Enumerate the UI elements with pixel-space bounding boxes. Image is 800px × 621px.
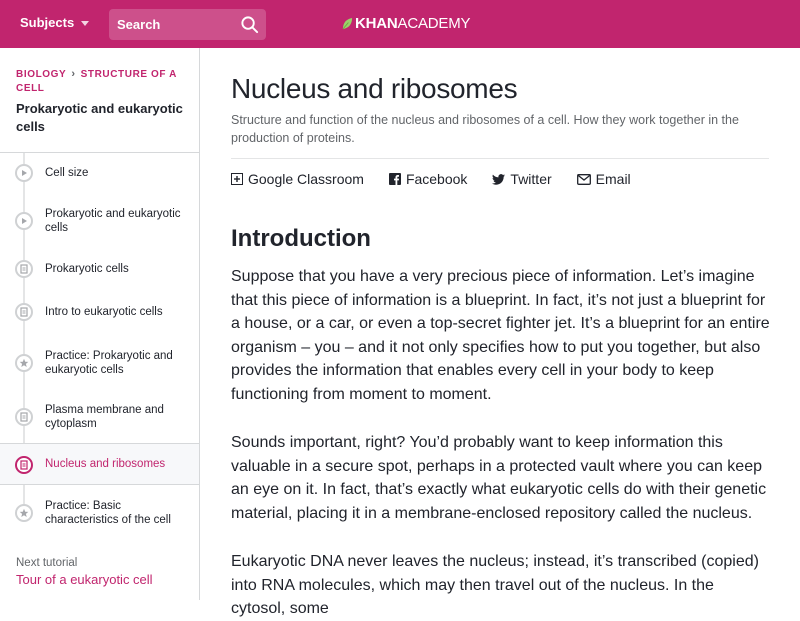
caret-down-icon	[81, 21, 89, 26]
sidebar-item-label: Cell size	[45, 167, 89, 179]
star-icon	[15, 504, 33, 522]
article-icon	[15, 408, 33, 426]
sidebar-item[interactable]	[0, 391, 199, 443]
sidebar-item[interactable]	[0, 485, 199, 541]
sidebar-item-label: Intro to eukaryotic cells	[45, 306, 163, 318]
twitter-icon	[492, 174, 505, 185]
breadcrumb	[16, 67, 186, 96]
sidebar-item[interactable]	[0, 289, 199, 335]
article-icon	[15, 456, 33, 474]
section-heading: Introduction	[231, 225, 371, 252]
search-input[interactable]	[109, 9, 235, 40]
google-classroom-label: Google Classroom	[248, 171, 364, 187]
sidebar-item-label: Prokaryotic and eukaryotic cells	[45, 208, 181, 234]
sidebar-item-label: Prokaryotic cells	[45, 263, 129, 275]
email-share-button[interactable]	[577, 171, 631, 187]
subjects-label: Subjects	[20, 15, 75, 30]
search-box	[109, 9, 266, 40]
google-classroom-icon	[231, 173, 243, 185]
article-icon	[15, 303, 33, 321]
facebook-label: Facebook	[405, 171, 468, 187]
article-icon	[15, 260, 33, 278]
sidebar-item[interactable]	[0, 153, 199, 193]
subjects-menu-button[interactable]	[20, 15, 89, 30]
breadcrumb-item-topic[interactable]: STRUCTURE OF A CELL	[16, 69, 177, 94]
top-navigation-bar	[0, 0, 800, 48]
next-tutorial-label: Next tutorial	[16, 557, 78, 569]
next-tutorial	[16, 557, 153, 587]
sidebar-item-label: Practice: Basic characteristics of the cell	[45, 500, 171, 526]
search-icon[interactable]	[240, 15, 259, 34]
star-icon	[15, 354, 33, 372]
chevron-right-icon: ›	[71, 68, 76, 80]
share-bar	[231, 171, 656, 187]
breadcrumb-item-subject[interactable]: BIOLOGY	[16, 69, 67, 80]
logo-text-light: ACADEMY	[397, 15, 471, 32]
article-paragraph: Eukaryotic DNA never leaves the nucleus; instead, it’s transcribed (copied) into RNA molecules, which may then travel out of the nucleus. In the cytosol, some	[231, 553, 759, 618]
next-tutorial-link[interactable]: Tour of a eukaryotic cell	[16, 572, 153, 587]
leaf-icon	[342, 17, 353, 30]
sidebar-item-label: Nucleus and ribosomes	[45, 458, 166, 470]
logo-text-bold: KHAN	[355, 15, 398, 32]
twitter-label: Twitter	[510, 171, 552, 187]
article-paragraph: Sounds important, right? You’d probably want to keep information this valuable in a secure spot, perhaps in a protected vault where you can keep an eye on it. In fact, that’s exactly what eukaryotic cells do with their genetic material, placing it in a membrane-enclosed repository called the nucleus.	[231, 434, 767, 522]
sidebar-item[interactable]	[0, 443, 199, 485]
facebook-icon	[389, 173, 401, 185]
twitter-share-button[interactable]	[492, 171, 551, 187]
email-label: Email	[595, 171, 631, 187]
sidebar-item[interactable]	[0, 335, 199, 391]
email-icon	[577, 174, 591, 185]
tutorial-sidebar	[0, 48, 200, 600]
article-paragraph: Suppose that you have a very precious piece of information. Let’s imagine that this piece of information is a blueprint. In fact, it’s not just a blueprint for a house, or a car, or even a top-secret fighter jet. It’s a blueprint for an entire organism – you – and it not only specifies how to put you together, but also provides the information that enables every cell in your body to keep functioning from moment to moment.	[231, 268, 770, 403]
play-icon	[15, 212, 33, 230]
google-classroom-share-button[interactable]	[231, 171, 364, 187]
sidebar-item[interactable]	[0, 193, 199, 249]
sidebar-item[interactable]	[0, 249, 199, 289]
sidebar-item-label: Practice: Prokaryotic and eukaryotic cells	[45, 350, 173, 376]
sidebar-item-label: Plasma membrane and cytoplasm	[45, 404, 164, 430]
page-description: Structure and function of the nucleus and ribosomes of a cell. How they work together in the production of proteins.	[231, 113, 739, 145]
page-title: Nucleus and ribosomes	[231, 73, 518, 104]
facebook-share-button[interactable]	[389, 171, 467, 187]
tutorial-title[interactable]: Prokaryotic and eukaryotic cells	[16, 101, 183, 134]
play-icon	[15, 164, 33, 182]
content-divider	[231, 158, 769, 159]
khan-academy-logo[interactable]	[342, 15, 470, 32]
tutorial-item-list	[0, 153, 199, 541]
